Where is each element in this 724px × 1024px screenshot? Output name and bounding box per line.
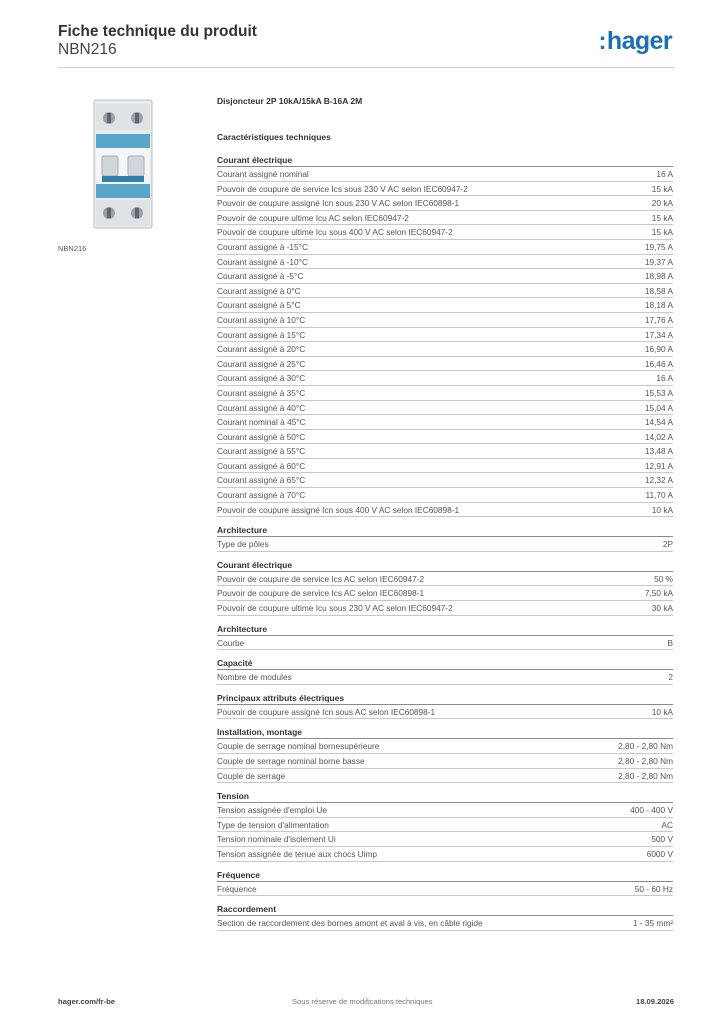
footer-website: hager.com/fr-be xyxy=(58,997,115,1006)
spec-row xyxy=(217,670,673,685)
spec-label: Courant assigné à -10°C xyxy=(217,256,308,267)
spec-value: 50 % xyxy=(654,573,673,584)
section-title: Raccordement xyxy=(217,904,673,916)
spec-value: 18,58 A xyxy=(644,285,673,296)
spec-value: 13,48 A xyxy=(644,446,673,457)
spec-label: Pouvoir de coupure ultime Icu sous 400 V AC selon IEC60947-2 xyxy=(217,227,453,238)
spec-label: Courant assigné à 60°C xyxy=(217,460,306,471)
section-title: Architecture xyxy=(217,624,673,636)
spec-value: 15 kA xyxy=(651,212,673,223)
section-title: Installation, montage xyxy=(217,727,673,739)
spec-label: Pouvoir de coupure assigné Icn sous 400 V AC selon IEC60898-1 xyxy=(217,504,460,515)
footer-notice: Sous réserve de modifications techniques xyxy=(292,997,433,1006)
spec-label: Courant assigné à 35°C xyxy=(217,387,306,398)
spec-section xyxy=(217,525,673,552)
product-name: Disjoncteur 2P 10kA/15kA B-16A 2M xyxy=(217,96,363,106)
spec-value: 12,91 A xyxy=(644,460,673,471)
spec-label: Courant nominal à 45°C xyxy=(217,417,306,428)
spec-value: 17,34 A xyxy=(644,329,673,340)
spec-value: 2 xyxy=(668,672,673,683)
spec-section xyxy=(217,791,673,861)
spec-label: Courant assigné à 15°C xyxy=(217,329,306,340)
logo-colon-icon: : xyxy=(598,28,606,55)
spec-label: Courbe xyxy=(217,637,245,648)
spec-label: Nombre de modules xyxy=(217,672,292,683)
spec-value: 30 kA xyxy=(651,603,673,614)
spec-row xyxy=(217,415,673,430)
spec-row xyxy=(217,430,673,445)
spec-row xyxy=(217,832,673,847)
spec-section xyxy=(217,870,673,897)
spec-row xyxy=(217,705,673,720)
spec-value: 10 kA xyxy=(651,706,673,717)
spec-value: 11,70 A xyxy=(645,490,673,501)
spec-row xyxy=(217,182,673,197)
spec-value: 19,37 A xyxy=(644,256,673,267)
spec-row xyxy=(217,572,673,587)
spec-row xyxy=(217,313,673,328)
spec-row xyxy=(217,818,673,833)
spec-row xyxy=(217,754,673,769)
spec-row xyxy=(217,586,673,601)
spec-value: 1 - 35 mm² xyxy=(632,918,673,929)
spec-label: Pouvoir de coupure ultime Icu sous 230 V AC selon IEC60947-2 xyxy=(217,603,453,614)
logo-text: hager xyxy=(606,27,672,55)
spec-row xyxy=(217,401,673,416)
spec-value: 15,53 A xyxy=(644,387,673,398)
spec-row xyxy=(217,167,673,182)
spec-label: Courant assigné à 30°C xyxy=(217,373,306,384)
spec-row xyxy=(217,371,673,386)
spec-label: Courant assigné à -5°C xyxy=(217,271,304,282)
section-title: Courant électrique xyxy=(217,560,673,572)
spec-section xyxy=(217,693,673,720)
spec-label: Couple de serrage xyxy=(217,770,286,781)
spec-label: Courant assigné à 55°C xyxy=(217,446,306,457)
spec-label: Courant assigné à 5°C xyxy=(217,300,301,311)
spec-row xyxy=(217,847,673,862)
spec-value: 2,80 - 2,80 Nm xyxy=(618,756,673,766)
spec-row xyxy=(217,537,673,552)
spec-label: Pouvoir de coupure ultime Icu AC selon IEC60947-2 xyxy=(217,212,409,223)
section-title: Courant électrique xyxy=(217,155,673,167)
spec-value: 50 - 60 Hz xyxy=(634,883,673,894)
spec-value: 400 - 400 V xyxy=(630,805,673,816)
spec-label: Courant assigné à 40°C xyxy=(217,402,306,413)
page-header xyxy=(58,20,674,68)
spec-section xyxy=(217,624,673,651)
section-title: Tension xyxy=(217,791,673,803)
product-image-caption: NBN216 xyxy=(58,244,87,253)
spec-row xyxy=(217,882,673,897)
spec-value: 500 V xyxy=(651,834,673,845)
product-code: NBN216 xyxy=(58,41,117,58)
spec-value: B xyxy=(667,637,673,648)
spec-label: Courant assigné à -15°C xyxy=(217,241,308,252)
spec-value: 15,04 A xyxy=(644,402,673,413)
spec-value: 18,98 A xyxy=(644,271,673,282)
section-title: Fréquence xyxy=(217,870,673,882)
section-title: Principaux attributs électriques xyxy=(217,693,673,705)
spec-row xyxy=(217,298,673,313)
spec-value: 14,54 A xyxy=(644,417,673,428)
spec-value: 2,80 - 2,80 Nm xyxy=(618,770,673,781)
hager-logo xyxy=(599,27,673,56)
circuit-breaker-icon xyxy=(58,92,201,238)
spec-value: 6000 V xyxy=(646,848,673,859)
spec-row xyxy=(217,444,673,459)
spec-label: Courant assigné à 0°C xyxy=(217,285,301,296)
spec-label: Courant assigné à 65°C xyxy=(217,475,306,486)
spec-label: Type de pôles xyxy=(217,539,269,550)
spec-row xyxy=(217,459,673,474)
spec-section xyxy=(217,155,673,517)
spec-row xyxy=(217,473,673,488)
spec-value: 15 kA xyxy=(651,183,673,194)
section-title: Architecture xyxy=(217,525,673,537)
spec-row xyxy=(217,269,673,284)
spec-label: Tension assignée d'emploi Ue xyxy=(217,805,327,816)
document-title: Fiche technique du produit xyxy=(58,23,257,40)
spec-value: 18,18 A xyxy=(644,300,673,311)
spec-value: 14,02 A xyxy=(644,431,673,442)
spec-value: 7,50 kA xyxy=(644,588,673,599)
spec-row xyxy=(217,342,673,357)
spec-value: 17,76 A xyxy=(644,314,673,325)
spec-label: Courant assigné à 25°C xyxy=(217,358,306,369)
spec-section xyxy=(217,727,673,783)
spec-value: 2,80 - 2,80 Nm xyxy=(618,741,673,752)
spec-label: Pouvoir de coupure de service Ics sous 230 V AC selon IEC60947-2 xyxy=(217,183,468,194)
spec-value: 20 kA xyxy=(651,198,673,209)
spec-value: 2P xyxy=(662,539,673,550)
specifications xyxy=(217,96,673,931)
spec-row xyxy=(217,386,673,401)
spec-label: Courant assigné à 10°C xyxy=(217,314,306,325)
spec-label: Pouvoir de coupure de service Ics AC selon IEC60947-2 xyxy=(217,573,425,584)
spec-label: Couple de serrage nominal borne basse xyxy=(217,756,365,766)
spec-row xyxy=(217,739,673,754)
spec-label: Pouvoir de coupure assigné Icn sous 230 V AC selon IEC60898-1 xyxy=(217,198,460,209)
spec-row xyxy=(217,240,673,255)
spec-row xyxy=(217,769,673,784)
section-title: Capacité xyxy=(217,658,673,670)
spec-value: 10 kA xyxy=(651,504,673,515)
spec-value: 16 A xyxy=(656,169,673,179)
spec-row xyxy=(217,916,673,931)
spec-value: 16,90 A xyxy=(644,344,673,355)
spec-row xyxy=(217,601,673,616)
spec-label: Tension nominale d'isolement Ui xyxy=(217,834,336,845)
spec-label: Type de tension d'alimentation xyxy=(217,819,329,830)
spec-row xyxy=(217,503,673,518)
spec-section xyxy=(217,904,673,931)
spec-row xyxy=(217,488,673,503)
spec-value: 16,46 A xyxy=(644,358,673,369)
spec-section xyxy=(217,658,673,685)
spec-row xyxy=(217,284,673,299)
spec-row xyxy=(217,196,673,211)
spec-row xyxy=(217,803,673,818)
spec-value: 12,32 A xyxy=(644,475,673,486)
spec-value: 15 kA xyxy=(651,227,673,238)
spec-label: Section de raccordement des bornes amont et aval à vis, en câble rigide xyxy=(217,918,483,929)
spec-row xyxy=(217,328,673,343)
spec-section xyxy=(217,560,673,616)
spec-label: Courant assigné à 70°C xyxy=(217,490,306,501)
product-image xyxy=(58,92,201,238)
spec-row xyxy=(217,636,673,651)
spec-row xyxy=(217,225,673,240)
footer-date: 18.09.2026 xyxy=(635,997,674,1006)
spec-value: 19,75 A xyxy=(644,241,673,252)
spec-label: Pouvoir de coupure assigné Icn sous AC selon IEC60898-1 xyxy=(217,706,436,717)
spec-label: Courant assigné nominal xyxy=(217,169,309,179)
spec-label: Fréquence xyxy=(217,883,257,894)
spec-value: AC xyxy=(661,819,673,830)
spec-row xyxy=(217,357,673,372)
spec-row xyxy=(217,255,673,270)
spec-label: Courant assigné à 50°C xyxy=(217,431,306,442)
spec-value: 16 A xyxy=(656,373,673,384)
technical-characteristics-title: Caractéristiques techniques xyxy=(217,132,331,142)
spec-label: Pouvoir de coupure de service Ics AC selon IEC60898-1 xyxy=(217,588,425,599)
spec-label: Tension assignée de tenue aux chocs Uimp xyxy=(217,848,378,859)
spec-row xyxy=(217,211,673,226)
spec-label: Courant assigné à 20°C xyxy=(217,344,306,355)
spec-sections xyxy=(217,155,673,931)
spec-label: Couple de serrage nominal bornesupérieure xyxy=(217,741,380,752)
